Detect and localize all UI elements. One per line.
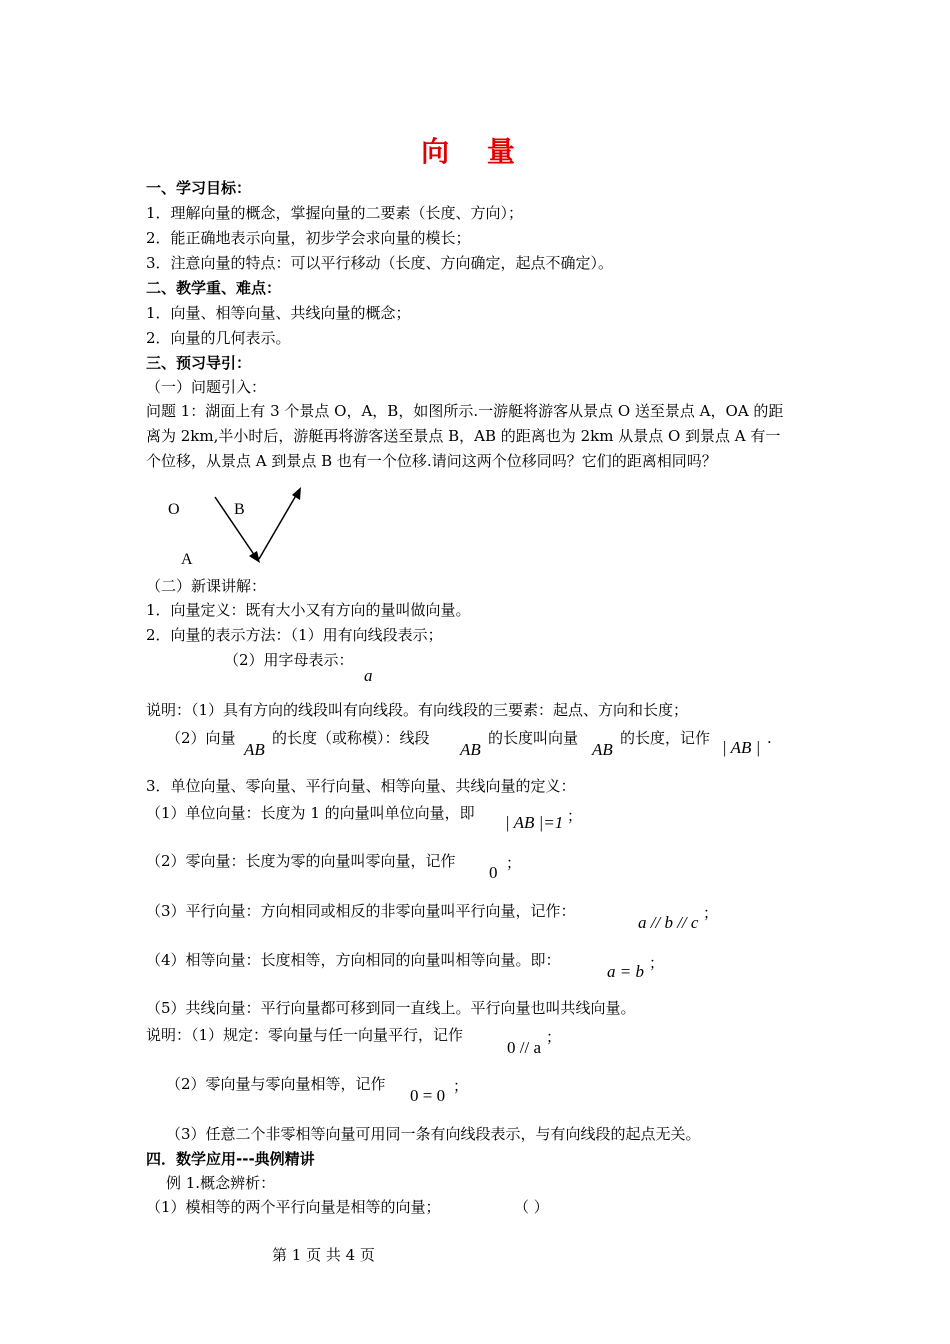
keypoint-item-1: 1．向量、相等向量、共线向量的概念； xyxy=(146,304,411,322)
zero-vector-text: （2）零向量：长度为零的向量叫零向量，记作 xyxy=(146,852,456,870)
example-1-title: 例 1.概念辨析： xyxy=(166,1174,276,1192)
page-footer: 第 1 页 共 4 页 xyxy=(272,1246,375,1264)
unit-vector-end: ； xyxy=(567,807,583,825)
rule-zero-equal-text: （2）零向量与零向量相等，记作 xyxy=(166,1075,386,1093)
figure-label-o: O xyxy=(168,501,180,518)
definition-vector: 1．向量定义：既有大小又有方向的量叫做向量。 xyxy=(146,601,471,619)
equal-vector-end: ； xyxy=(649,954,665,972)
rule-zero-equal-end: ； xyxy=(453,1077,469,1095)
note-vector-length-1: （2）向量 xyxy=(166,729,236,747)
section-4-heading: 四．数学应用---典例精讲 xyxy=(146,1150,315,1168)
example-1-question-1: （1）模相等的两个平行向量是相等的向量； xyxy=(146,1198,441,1216)
representation-method-2: （2）用字母表示： xyxy=(224,651,354,669)
problem-line-1: 问题 1：湖面上有 3 个景点 O，A，B，如图所示.一游艇将游客从景点 O 送至景点 A，OA 的距 xyxy=(146,402,784,420)
math-ab-2: AB xyxy=(460,740,481,759)
parallel-vector-text: （3）平行向量：方向相同或相反的非零向量叫平行向量，记作： xyxy=(146,902,576,920)
keypoint-item-2: 2．向量的几何表示。 xyxy=(146,329,291,347)
math-equal-vectors: a = b xyxy=(607,962,644,981)
arrow-oa xyxy=(215,497,257,559)
note-vector-length-end: . xyxy=(767,729,772,747)
arrowhead-a xyxy=(249,551,260,563)
equal-vector-text: （4）相等向量：长度相等，方向相同的向量叫相等向量。即： xyxy=(146,951,561,969)
note-directed-segment: 说明：（1）具有方向的线段叫有向线段。有向线段的三要素：起点、方向和长度； xyxy=(146,701,689,719)
vector-arrows xyxy=(200,480,320,575)
figure-label-b: B xyxy=(234,501,245,518)
subsection-intro: （一）问题引入： xyxy=(146,378,267,396)
parallel-vector-end: ； xyxy=(703,904,719,922)
unit-vector-text: （1）单位向量：长度为 1 的向量叫单位向量，即 xyxy=(146,804,475,822)
math-ab-1: AB xyxy=(244,740,265,759)
note-vector-length-3: 的长度叫向量 xyxy=(488,729,579,747)
goal-item-2: 2．能正确地表示向量，初步学会求向量的模长； xyxy=(146,229,471,247)
answer-blank: （ ） xyxy=(514,1198,549,1216)
goal-item-1: 1．理解向量的概念，掌握向量的二要素（长度、方向）； xyxy=(146,204,524,222)
math-zero-equal: 0 = 0 xyxy=(410,1086,446,1105)
math-zero-vector: 0 xyxy=(489,863,498,882)
math-abs-ab: | AB | xyxy=(722,738,761,757)
section-3-heading: 三、预习导引： xyxy=(146,354,252,372)
definitions-heading: 3．单位向量、零向量、平行向量、相等向量、共线向量的定义： xyxy=(146,777,576,795)
collinear-vector-text: （5）共线向量：平行向量都可移到同一直线上。平行向量也叫共线向量。 xyxy=(146,999,636,1017)
rule-zero-parallel-text: 说明：（1）规定：零向量与任一向量平行，记作 xyxy=(146,1026,464,1044)
note-vector-length-2: 的长度（或称模）：线段 xyxy=(272,729,430,747)
subsection-lecture: （二）新课讲解： xyxy=(146,577,267,595)
rule-equal-segments: （3）任意二个非零相等向量可用同一条有向线段表示，与有向线段的起点无关。 xyxy=(166,1125,701,1143)
note-vector-length-4: 的长度，记作 xyxy=(620,729,711,747)
zero-vector-end: ； xyxy=(506,854,522,872)
section-2-heading: 二、教学重、难点： xyxy=(146,279,282,297)
rule-zero-parallel-end: ； xyxy=(546,1028,562,1046)
figure-label-a: A xyxy=(181,551,193,568)
section-1-heading: 一、学习目标： xyxy=(146,179,252,197)
math-zero-parallel: 0 // a xyxy=(507,1038,541,1057)
problem-line-2: 离为 2km,半小时后，游艇再将游客送至景点 B，AB 的距离也为 2km 从景点 O 到景点 A 有一 xyxy=(146,427,781,445)
arrowhead-b xyxy=(292,487,301,500)
representation-method-1: 2．向量的表示方法：（1）用有向线段表示； xyxy=(146,626,443,644)
goal-item-3: 3．注意向量的特点：可以平行移动（长度、方向确定，起点不确定）。 xyxy=(146,254,614,272)
math-unit-vector: | AB |=1 xyxy=(505,813,564,832)
problem-line-3: 个位移，从景点 A 到景点 B 也有一个位移.请问这两个位移同吗？它们的距离相同吗？ xyxy=(146,452,717,470)
page-title: 向 量 xyxy=(421,135,529,168)
math-vector-a: a xyxy=(364,666,373,685)
arrow-ab xyxy=(259,492,298,559)
math-ab-3: AB xyxy=(592,740,613,759)
math-parallel-vectors: a // b // c xyxy=(638,913,699,932)
